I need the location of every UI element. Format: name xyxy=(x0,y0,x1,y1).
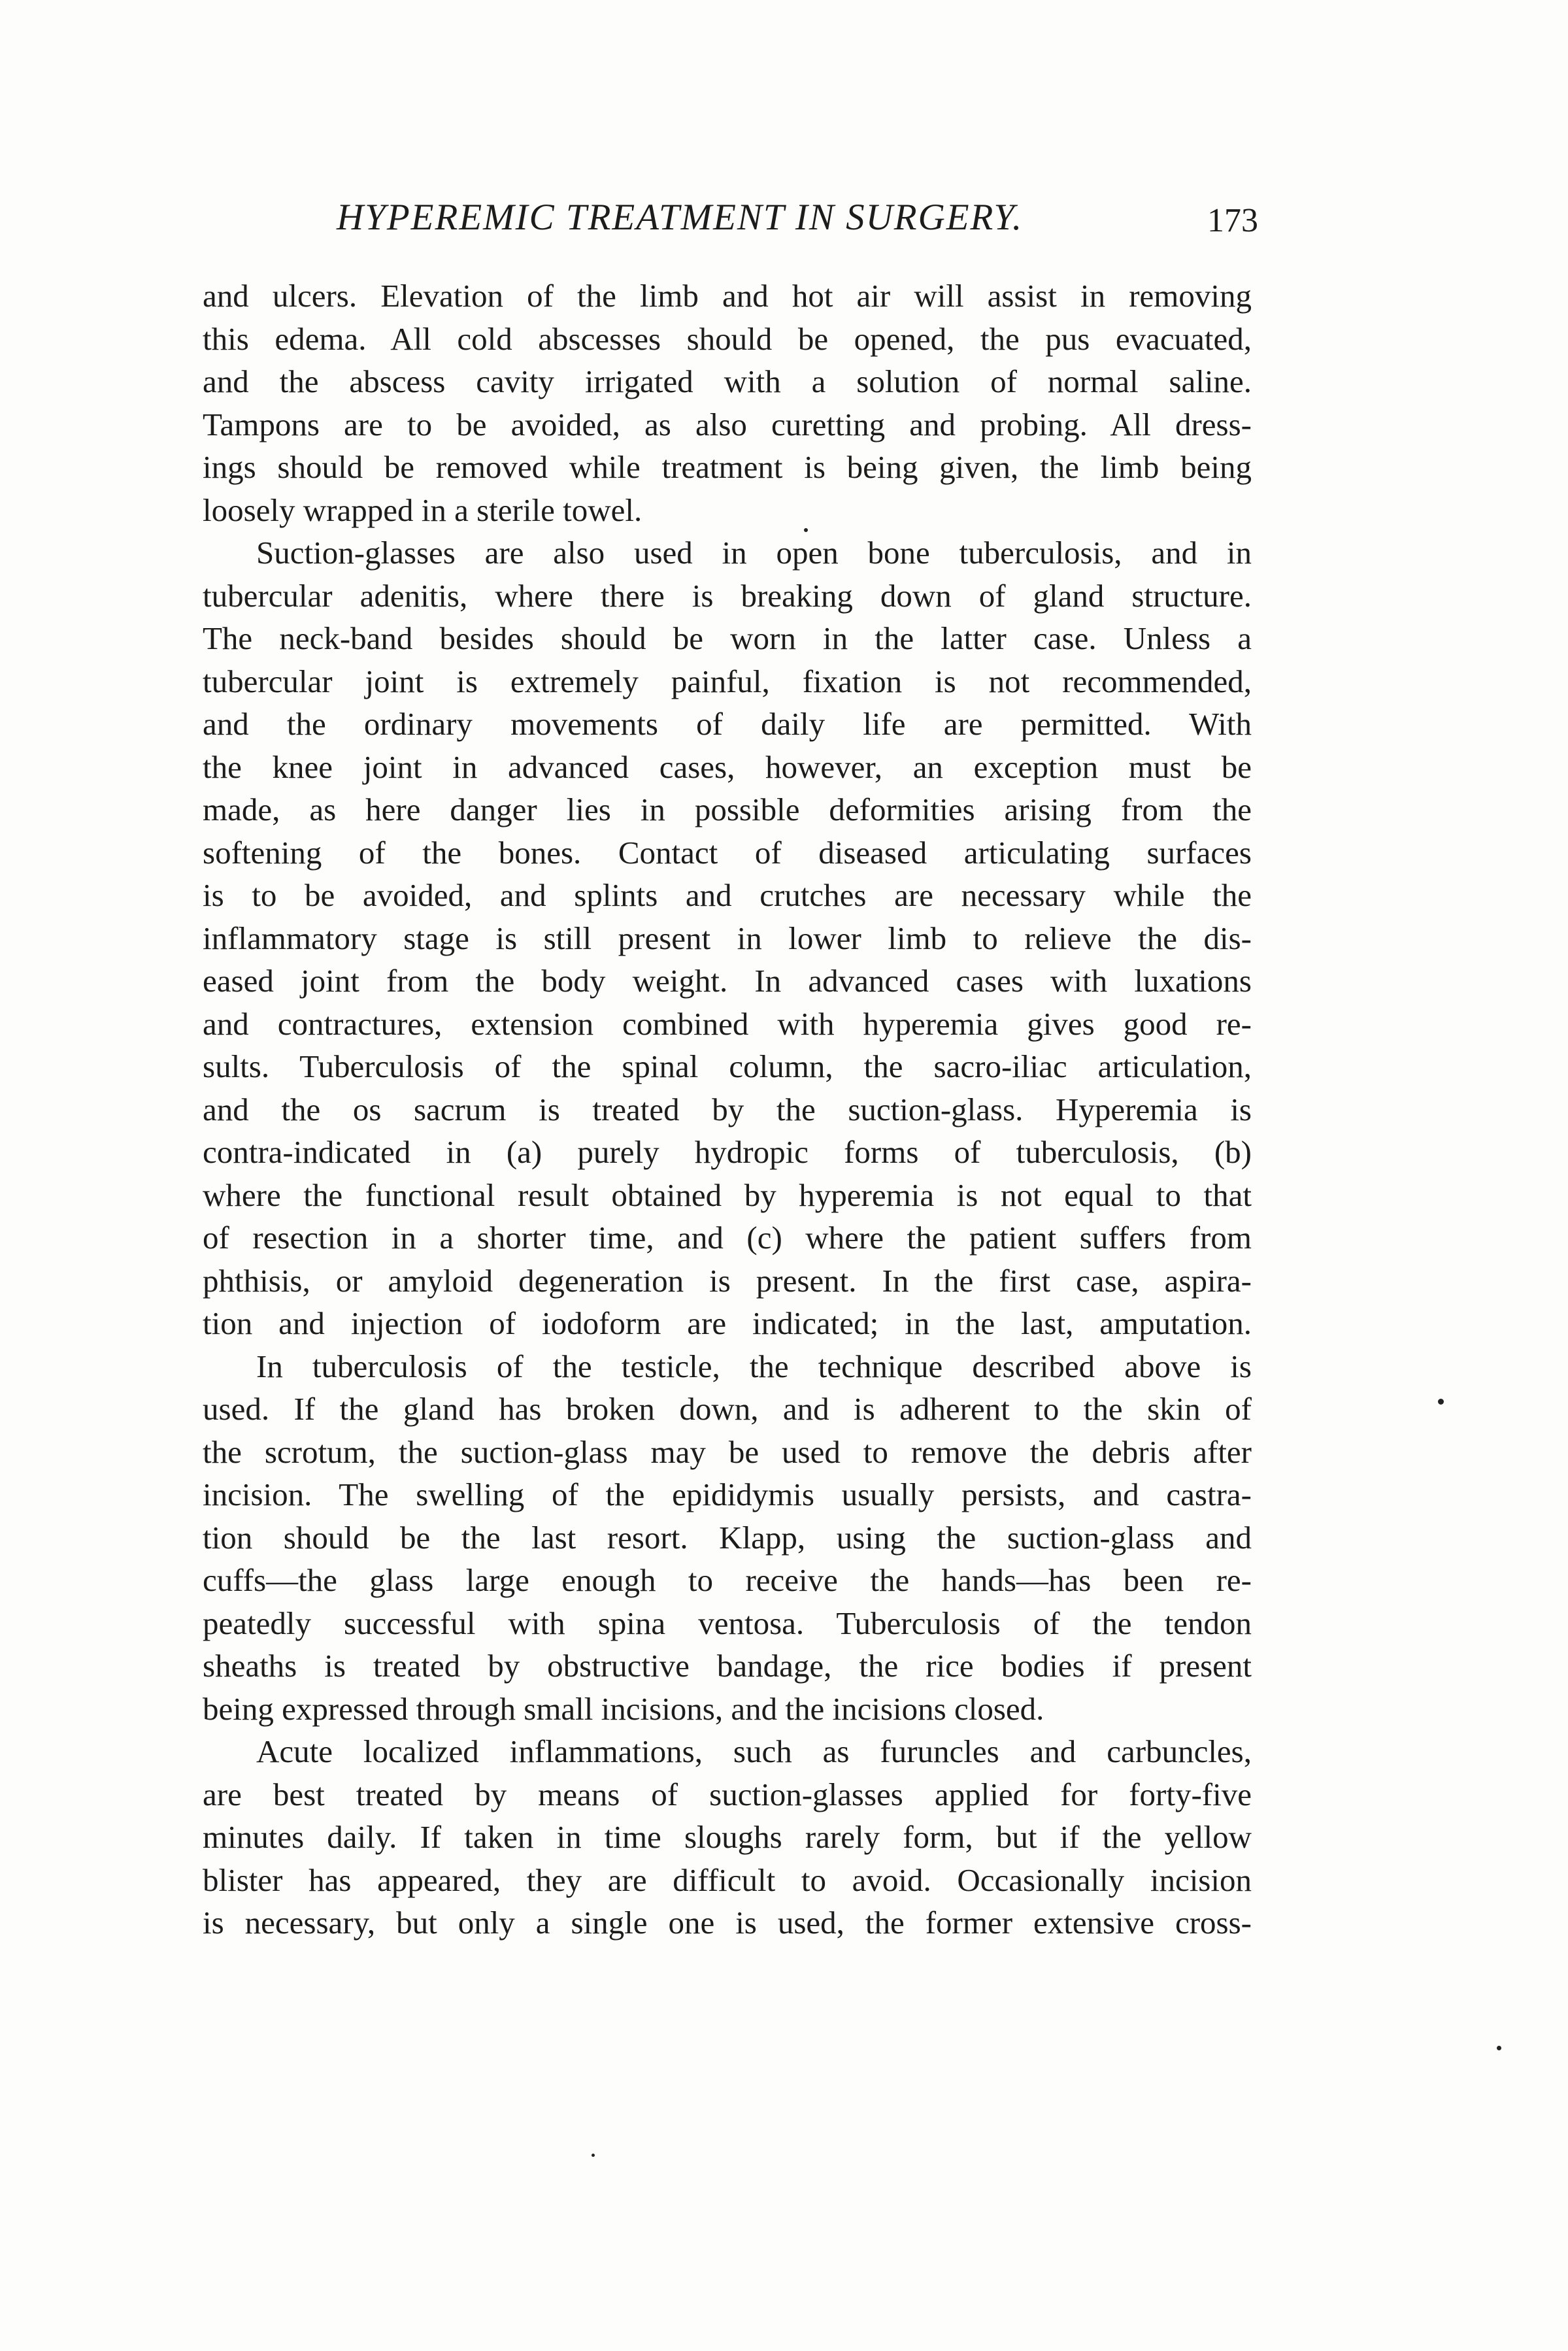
text-line: is to be avoided, and splints and crutches are necessary while the xyxy=(203,877,1252,913)
text-line: contra-indicated in (a) purely hydropic forms of tuberculosis, (b) xyxy=(203,1134,1252,1170)
text-line: ings should be removed while treatment is being given, the limb being xyxy=(203,449,1252,485)
text-line: cuffs—the glass large enough to receive the hands—has been re- xyxy=(203,1562,1252,1598)
text-line: of resection in a shorter time, and (c) where the patient suffers from xyxy=(203,1220,1252,1256)
text-line: is necessary, but only a single one is used, the former extensive cross- xyxy=(203,1905,1252,1941)
text-line: incision. The swelling of the epididymis usually persists, and castra- xyxy=(203,1476,1252,1512)
text-line: made, as here danger lies in possible deformities arising from the xyxy=(203,792,1252,827)
print-speck xyxy=(804,528,808,532)
text-line: and the os sacrum is treated by the suction-glass. Hyperemia is xyxy=(203,1091,1252,1127)
text-line: sheaths is treated by obstructive bandage, the rice bodies if present xyxy=(203,1648,1252,1684)
text-line: In tuberculosis of the testicle, the technique described above is xyxy=(256,1348,1252,1384)
text-line: are best treated by means of suction-glasses applied for forty-five xyxy=(203,1776,1252,1812)
text-line: eased joint from the body weight. In advanced cases with luxations xyxy=(203,963,1252,999)
text-line: loosely wrapped in a sterile towel. xyxy=(203,492,642,528)
page-number: 173 xyxy=(1207,202,1258,239)
print-speck xyxy=(1438,1399,1444,1405)
text-line: the knee joint in advanced cases, however, an exception must be xyxy=(203,748,1252,785)
text-line: and ulcers. Elevation of the limb and hot air will assist in removing xyxy=(203,278,1252,314)
print-speck xyxy=(592,2154,595,2157)
text-line: the scrotum, the suction-glass may be used to remove the debris after xyxy=(203,1433,1252,1470)
text-line: and the abscess cavity irrigated with a solution of normal saline. xyxy=(203,363,1252,399)
text-line: and the ordinary movements of daily life are permitted. With xyxy=(203,706,1252,742)
text-line: peatedly successful with spina ventosa. Tuberculosis of the tendon xyxy=(203,1605,1252,1641)
text-line: inflammatory stage is still present in lower limb to relieve the dis- xyxy=(203,920,1252,956)
running-head: HYPEREMIC TREATMENT IN SURGERY. xyxy=(337,197,1024,238)
text-line: tion and injection of iodoform are indicated; in the last, amputation. xyxy=(203,1305,1252,1341)
text-line: where the functional result obtained by hyperemia is not equal to that xyxy=(203,1176,1252,1213)
text-line: and contractures, extension combined with hyperemia gives good re- xyxy=(203,1005,1252,1042)
text-line: minutes daily. If taken in time sloughs rarely form, but if the yellow xyxy=(203,1819,1252,1855)
body-text xyxy=(203,275,1252,1944)
text-line: The neck-band besides should be worn in the latter case. Unless a xyxy=(203,620,1252,656)
text-line: Suction-glasses are also used in open bone tuberculosis, and in xyxy=(256,535,1252,571)
text-line: used. If the gland has broken down, and is adherent to the skin of xyxy=(203,1391,1252,1427)
page-header xyxy=(337,196,1258,248)
text-line: tion should be the last resort. Klapp, using the suction-glass and xyxy=(203,1519,1252,1556)
text-line: sults. Tuberculosis of the spinal column, the sacro-iliac articulation, xyxy=(203,1048,1252,1084)
print-speck xyxy=(1497,2046,1501,2050)
text-line: phthisis, or amyloid degeneration is present. In the first case, aspira- xyxy=(203,1262,1252,1299)
text-line: Tampons are to be avoided, as also curetting and probing. All dress- xyxy=(203,406,1252,442)
text-line: Acute localized inflammations, such as furuncles and carbuncles, xyxy=(256,1733,1252,1769)
text-line: this edema. All cold abscesses should be opened, the pus evacuated, xyxy=(203,320,1252,357)
text-line: tubercular joint is extremely painful, fixation is not recommended, xyxy=(203,663,1252,699)
text-line: being expressed through small incisions, and the incisions closed. xyxy=(203,1690,1044,1727)
text-line: blister has appeared, they are difficult to avoid. Occasionally incision xyxy=(203,1861,1252,1898)
text-line: tubercular adenitis, where there is breaking down of gland structure. xyxy=(203,577,1252,614)
text-line: softening of the bones. Contact of diseased articulating surfaces xyxy=(203,834,1252,871)
